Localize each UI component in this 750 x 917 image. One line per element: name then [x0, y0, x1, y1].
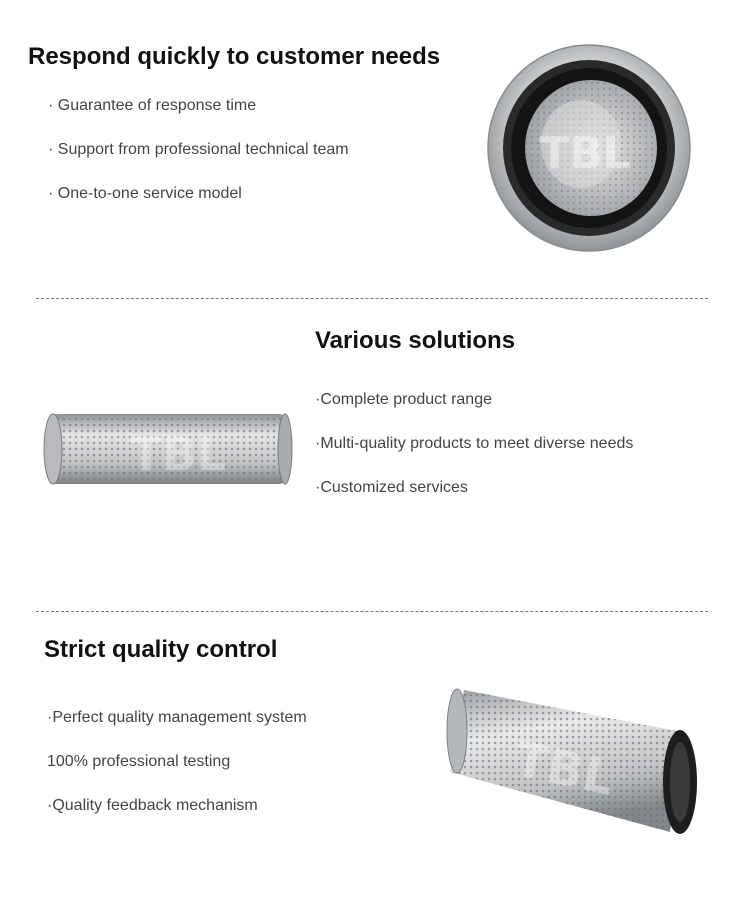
section-divider	[36, 611, 708, 612]
bullet-list	[48, 95, 349, 227]
watermark-logo: TBL	[539, 128, 631, 179]
section-title: Respond quickly to customer needs	[28, 43, 441, 70]
section-title: Strict quality control	[44, 636, 278, 663]
watermark-logo: TBL	[509, 731, 619, 807]
list-item: ·Quality feedback mechanism	[47, 797, 258, 814]
list-item: 100% professional testing	[47, 753, 231, 770]
filter-angled-view-image	[444, 680, 706, 838]
watermark-logo: TBL	[130, 427, 226, 481]
list-item: ·Multi-quality products to meet diverse needs	[315, 435, 634, 452]
list-item: · Support from professional technical team	[48, 141, 349, 158]
section-divider	[36, 298, 708, 299]
bullet-list	[47, 707, 307, 839]
filter-side-view-image	[43, 410, 293, 488]
bullet-list	[315, 389, 633, 521]
section-title: Various solutions	[315, 327, 516, 354]
list-item: ·Customized services	[315, 479, 468, 496]
list-item: · One-to-one service model	[48, 185, 242, 202]
list-item: ·Perfect quality management system	[47, 709, 307, 726]
filter-end-view-image	[487, 44, 691, 252]
list-item: · Guarantee of response time	[48, 97, 257, 114]
list-item: ·Complete product range	[315, 391, 492, 408]
